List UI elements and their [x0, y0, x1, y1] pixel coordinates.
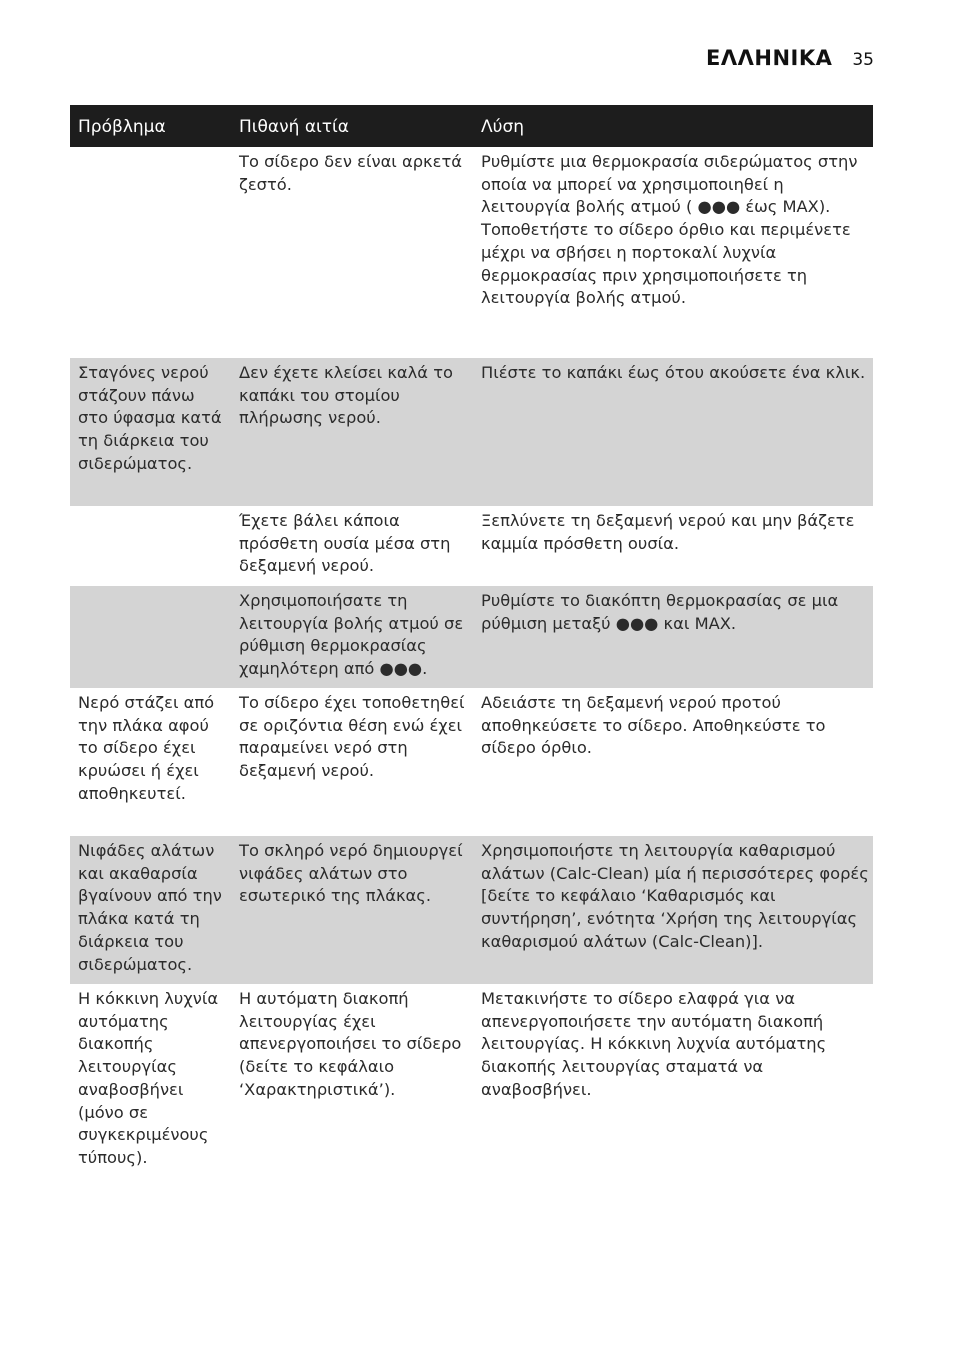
- problem-cell: [70, 506, 231, 586]
- cause-cell: Χρησιμοποιήσατε τη λειτουργία βολής ατμού σε ρύθμιση θερμοκρασίας χαμηλότερη από ●●●.: [239, 591, 464, 679]
- cause-cell: Έχετε βάλει κάποια πρόσθετη ουσία μέσα στη δεξαμενή νερού.: [239, 511, 451, 576]
- cause-cell: Η αυτόματη διακοπή λειτουργίας έχει απενεργοποιήσει το σίδερο (δείτε το κεφάλαιο ‘Χαρακτηριστικά’).: [239, 989, 462, 1099]
- problem-cell: Νιφάδες αλάτων και ακαθαρσία βγαίνουν από την πλάκα κατά τη διάρκεια του σιδερώματος.: [78, 841, 222, 974]
- language-title: ΕΛΛΗΝΙΚΑ: [706, 46, 833, 70]
- table-row: [70, 836, 873, 984]
- table-row: [70, 147, 873, 358]
- problem-cell: Σταγόνες νερού στάζουν πάνω στο ύφασμα κατά τη διάρκεια του σιδερώματος.: [78, 363, 222, 473]
- table-row: [70, 984, 873, 1200]
- problem-cell: Η κόκκινη λυχνία αυτόματης διακοπής λειτουργίας αναβοσβήνει (μόνο σε συγκεκριμένους τύπους).: [78, 989, 219, 1167]
- table-row: [70, 358, 873, 506]
- problem-cell: [70, 586, 231, 688]
- problem-cell: [70, 147, 231, 358]
- table-row: [70, 586, 873, 688]
- table-header-row: [70, 105, 873, 147]
- column-header-cause: Πιθανή αιτία: [239, 117, 349, 137]
- cause-cell: Το σίδερο έχει τοποθετηθεί σε οριζόντια θέση ενώ έχει παραμείνει νερό στη δεξαμενή νερού.: [239, 693, 465, 781]
- troubleshooting-table: [70, 105, 873, 1200]
- table-row: [70, 506, 873, 586]
- cause-cell: Το σκληρό νερό δημιουργεί νιφάδες αλάτων στο εσωτερικό της πλάκας.: [239, 841, 463, 906]
- page-header: [706, 46, 874, 70]
- cause-cell: Δεν έχετε κλείσει καλά το καπάκι του στομίου πλήρωσης νερού.: [239, 363, 453, 428]
- solution-cell: Αδειάστε τη δεξαμενή νερού προτού αποθηκεύσετε το σίδερο. Αποθηκεύστε το σίδερο όρθιο.: [481, 693, 826, 758]
- solution-cell: Ρυθμίστε μια θερμοκρασία σιδερώματος στην οποία να μπορεί να χρησιμοποιηθεί η λειτουργία βολής ατμού ( ●●● έως MAX). Τοποθετήστε το σίδερο όρθιο και περιμένετε μέχρι να σβήσει η πορτοκαλί λυχνία θερμοκρασίας πριν χρησιμοποιήσετε τη λειτουργία βολής ατμού.: [481, 152, 858, 308]
- solution-cell: Χρησιμοποιήστε τη λειτουργία καθαρισμού αλάτων (Calc-Clean) μία ή περισσότερες φορές [δείτε το κεφάλαιο ‘Καθαρισμός και συντήρηση’, ενότητα ‘Χρήση της λειτουργίας καθαρισμού αλάτων (Calc-Clean)].: [481, 841, 869, 951]
- solution-cell: Ξεπλύνετε τη δεξαμενή νερού και μην βάζετε καμμία πρόσθετη ουσία.: [481, 511, 855, 553]
- solution-cell: Ρυθμίστε το διακόπτη θερμοκρασίας σε μια ρύθμιση μεταξύ ●●● και MAX.: [481, 591, 839, 633]
- column-header-problem: Πρόβλημα: [78, 117, 166, 137]
- solution-cell: Πιέστε το καπάκι έως ότου ακούσετε ένα κλικ.: [481, 363, 866, 382]
- problem-cell: Νερό στάζει από την πλάκα αφού το σίδερο έχει κρυώσει ή έχει αποθηκευτεί.: [78, 693, 215, 803]
- table-row: [70, 688, 873, 836]
- solution-cell: Μετακινήστε το σίδερο ελαφρά για να απενεργοποιήσετε την αυτόματη διακοπή λειτουργίας. Η κόκκινη λυχνία αυτόματης διακοπής λειτουργίας σταματά να αναβοσβήνει.: [481, 989, 827, 1099]
- cause-cell: Το σίδερο δεν είναι αρκετά ζεστό.: [239, 152, 462, 194]
- page-number: 35: [852, 50, 874, 70]
- column-header-solution: Λύση: [481, 117, 525, 137]
